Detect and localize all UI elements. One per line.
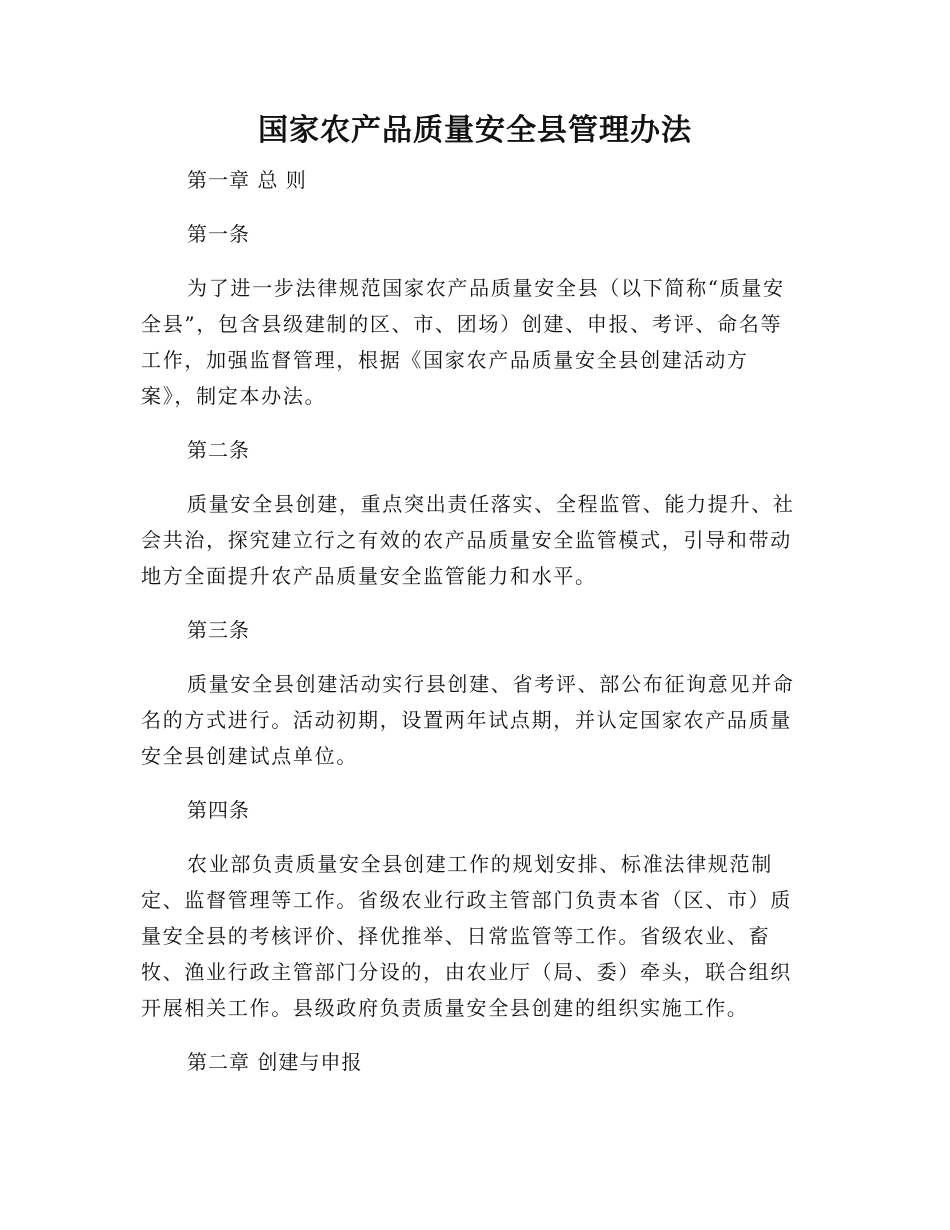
article-3-heading: 第三条 bbox=[187, 618, 250, 642]
document-body bbox=[141, 162, 801, 1080]
article-4-heading: 第四条 bbox=[187, 798, 250, 822]
article-2-text: 质量安全县创建，重点突出责任落实、全程监管、能力提升、社会共治，探究建立行之有效的农产品质量安全监管模式，引导和带动地方全面提升农产品质量安全监管能力和水平。 bbox=[141, 492, 795, 588]
article-2-heading: 第二条 bbox=[187, 438, 250, 462]
article-1-text: 为了进一步法律规范国家农产品质量安全县（以下简称“质量安全县”，包含县级建制的区、市、团场）创建、申报、考评、命名等工作，加强监督管理，根据《国家农产品质量安全县创建活动方案》，制定本办法。 bbox=[141, 276, 785, 408]
article-1-heading: 第一条 bbox=[187, 222, 250, 246]
article-4-text: 农业部负责质量安全县创建工作的规划安排、标准法律规范制定、监督管理等工作。省级农业行政主管部门负责本省（区、市）质量安全县的考核评价、择优推举、日常监管等工作。省级农业、畜牧、渔业行政主管部门分设的，由农业厅（局、委）牵头，联合组织开展相关工作。县级政府负责质量安全县创建的组织实施工作。 bbox=[141, 852, 792, 1020]
chapter-1-heading: 第一章 总 则 bbox=[187, 168, 307, 192]
chapter-2-heading: 第二章 创建与申报 bbox=[187, 1050, 363, 1074]
article-3-text: 质量安全县创建活动实行县创建、省考评、部公布征询意见并命名的方式进行。活动初期，设置两年试点期，并认定国家农产品质量安全县创建试点单位。 bbox=[141, 672, 795, 768]
document-title: 国家农产品质量安全县管理办法 bbox=[258, 113, 692, 148]
